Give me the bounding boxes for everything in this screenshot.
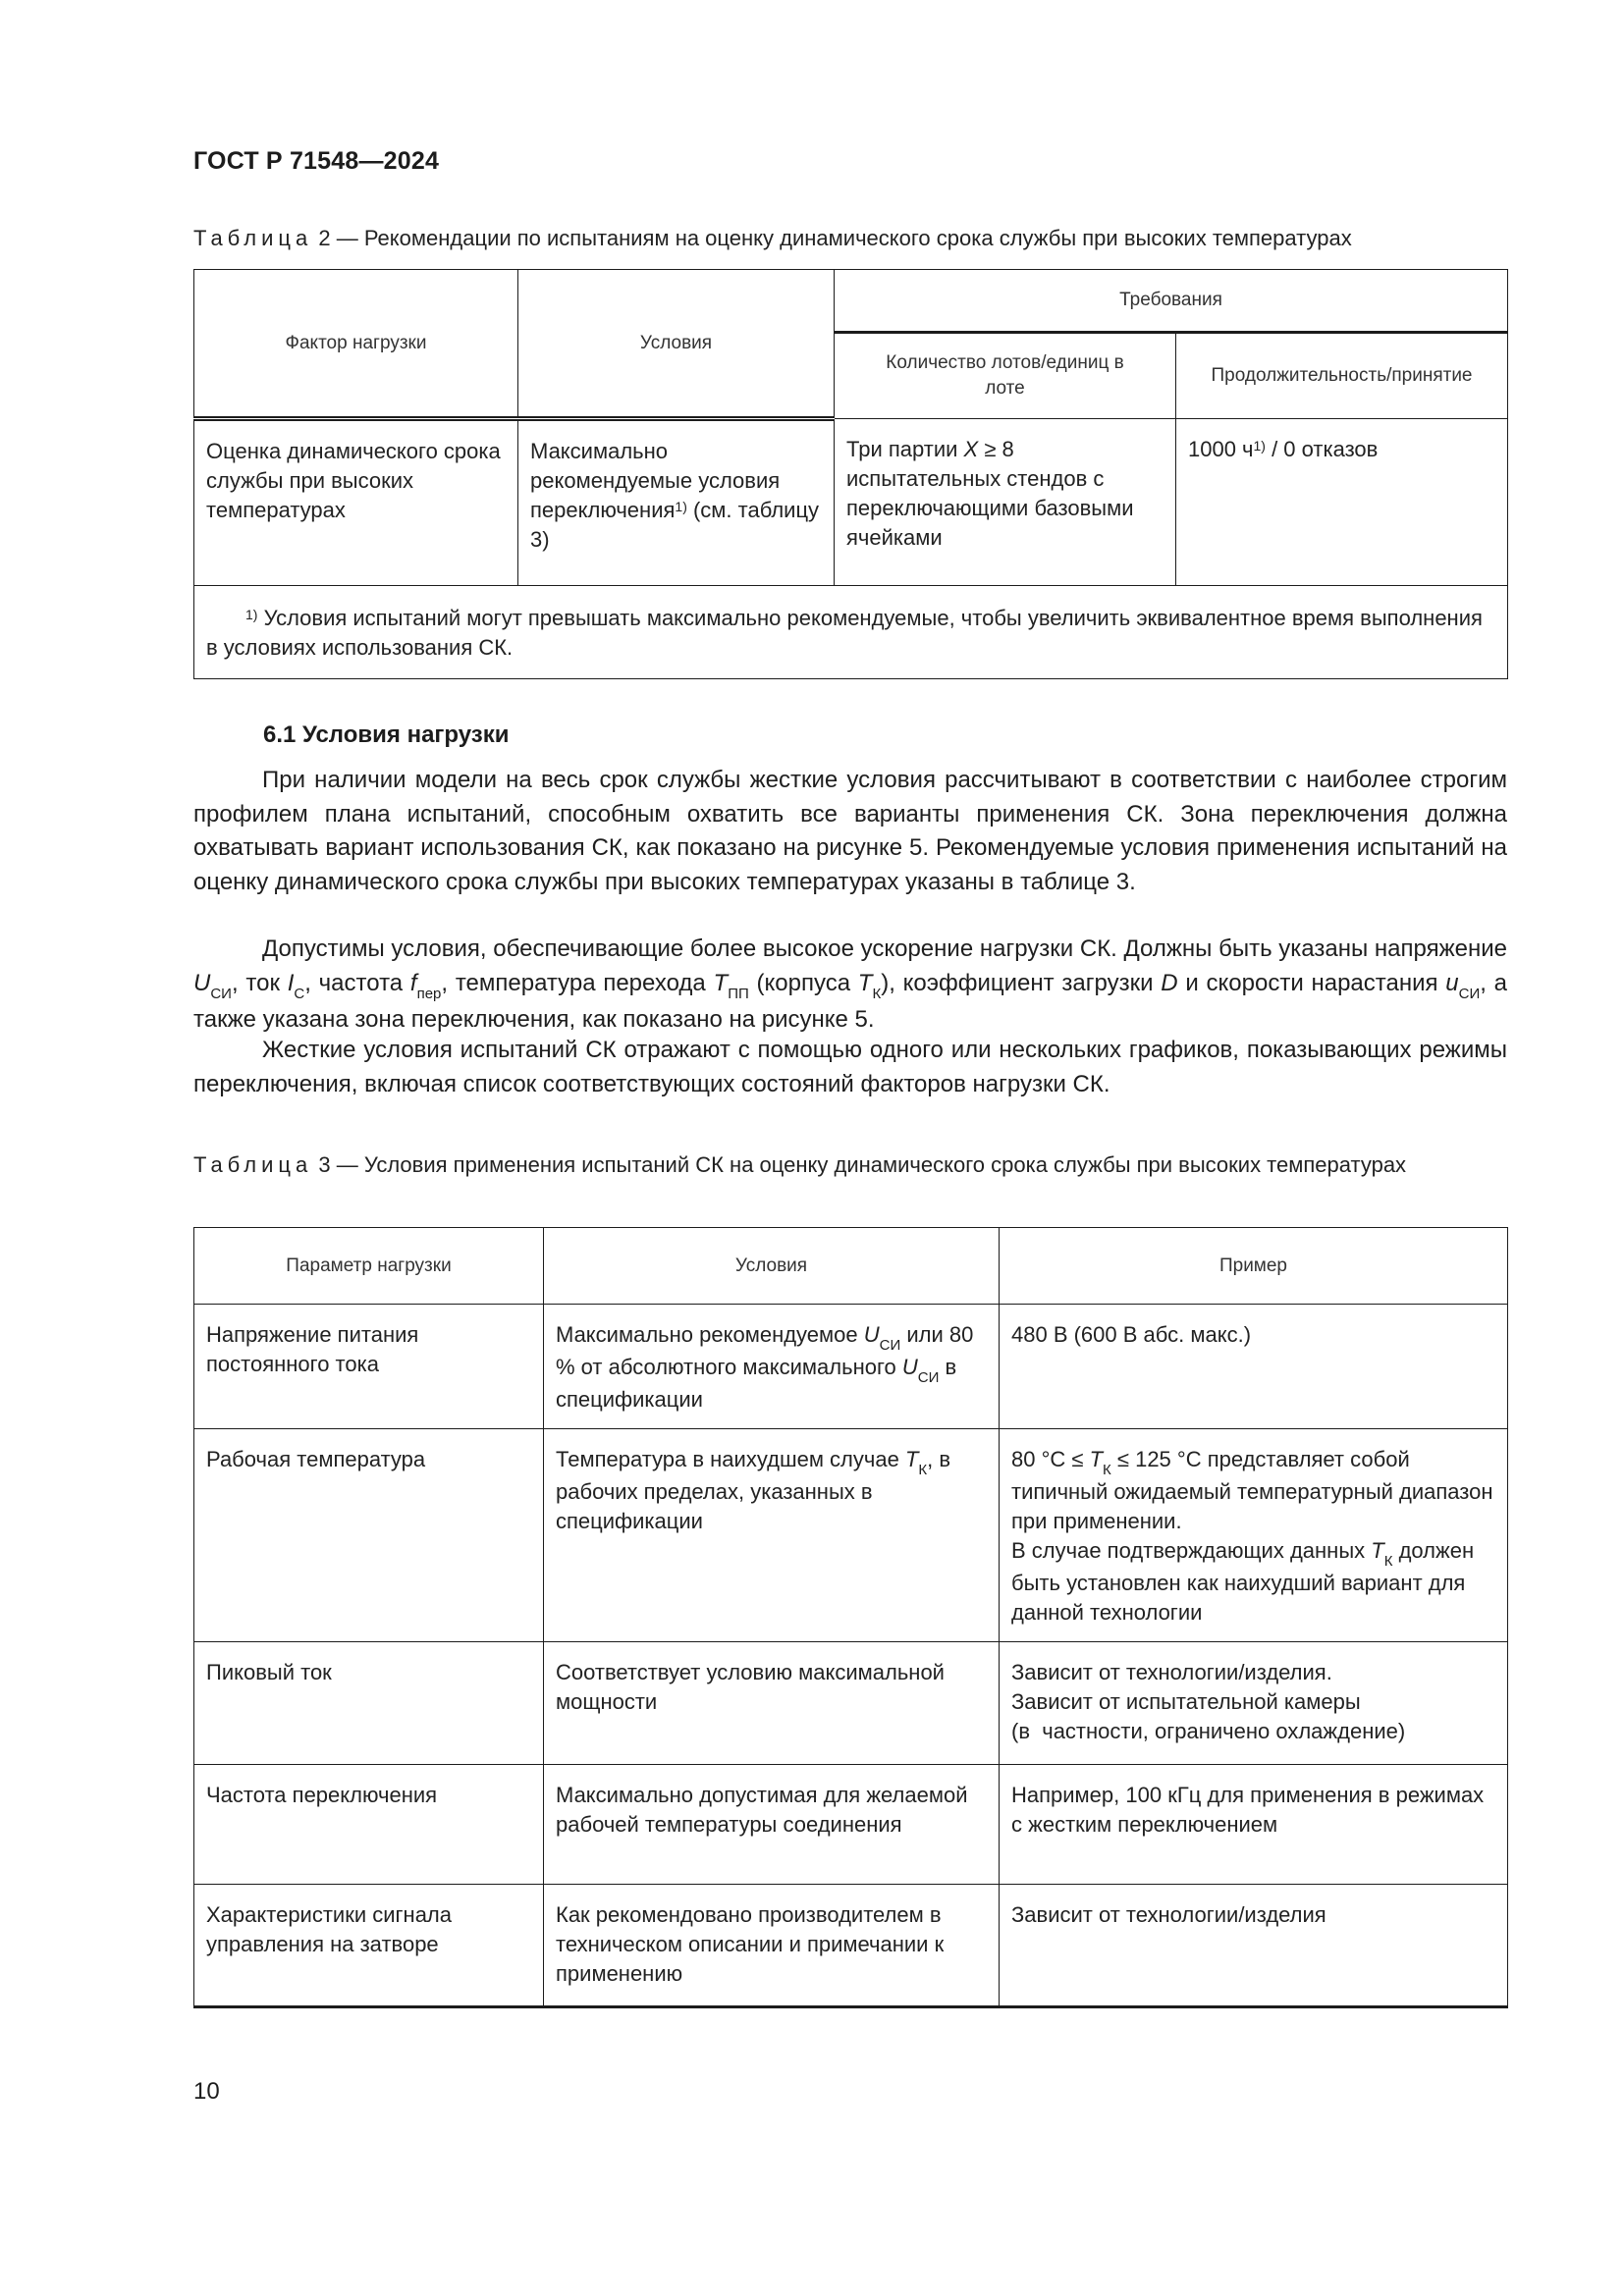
table3-cell-param: Напряжение питания постоянного тока: [194, 1305, 544, 1429]
table2-caption-text: 2 — Рекомендации по испытаниям на оценку динамического срока службы при высоких температурах: [312, 226, 1352, 250]
table3-cell-example: Например, 100 кГц для применения в режимах с жестким переключением: [1000, 1765, 1508, 1885]
table2-header-conditions: Условия: [518, 270, 835, 419]
table-row: [194, 1642, 1508, 1765]
table3-caption-text: 3 — Условия применения испытаний СК на оценку динамического срока службы при высоких температурах: [312, 1152, 1407, 1177]
table2-caption: [193, 224, 1514, 253]
table3-cell-param: Характеристики сигнала управления на затворе: [194, 1885, 544, 2007]
table2-header-requirements: Требования: [835, 270, 1508, 333]
table2-cell-factor: Оценка динамического срока службы при высоких температурах: [194, 419, 518, 586]
table3-cell-param: Рабочая температура: [194, 1429, 544, 1642]
table2-cell-conditions: Максимально рекомендуемые условия переключения$^{1)}$ (см. таблицу 3): [518, 419, 835, 586]
table-row: [194, 1429, 1508, 1642]
table3-cell-conditions: Как рекомендовано производителем в техническом описании и примечании к применению: [544, 1885, 1000, 2007]
page-number: 10: [193, 2078, 220, 2105]
table2-header-factor: Фактор нагрузки: [194, 270, 518, 419]
table3-cell-conditions: Максимально рекомендуемое $U_{СИ}$ или 80 % от абсолютного максимального $U_{СИ}$ в спецификации: [544, 1305, 1000, 1429]
table2: [193, 269, 1508, 679]
table-row: [194, 1885, 1508, 2007]
paragraph-3: Жесткие условия испытаний СК отражают с помощью одного или нескольких графиков, показывающих режимы переключения, включая список соответствующих состояний факторов нагрузки СК.: [193, 1037, 1507, 1097]
table3-cell-conditions: Максимально допустимая для желаемой рабочей температуры соединения: [544, 1765, 1000, 1885]
table-row: [194, 1305, 1508, 1429]
paragraph-2: Допустимы условия, обеспечивающие более высокое ускорение нагрузки СК. Должны быть указаны напряжение $U_{СИ}$, ток $I_С$, частота $f_{пер}$, температура перехода $T_{ПП}$ (корпуса $T_К$), коэффициент загрузки D и скорости нарастания $u_{СИ}$, а также указана зона переключения, как показано на рисунке 5.: [193, 935, 1508, 1033]
table3-cell-param: Частота переключения: [194, 1765, 544, 1885]
table3-cell-example: 480 В (600 В абс. макс.): [1000, 1305, 1508, 1429]
table3-cell-conditions: Температура в наихудшем случае $T_К$, в рабочих пределах, указанных в спецификации: [544, 1429, 1000, 1642]
table3-cell-example: 80 $^\circ C \le T_К \le 125$ °C представляет собой типичный ожидаемый температурный диапазон при применении. В случае подтверждающих данных $T_К$ должен быть установлен как наихудший вариант для данной технологии: [1000, 1429, 1508, 1642]
table3-cell-param: Пиковый ток: [194, 1642, 544, 1765]
table2-header-duration: Продолжительность/принятие: [1176, 333, 1508, 419]
table3-cell-example: Зависит от технологии/изделия. Зависит от испытательной камеры (в частности, ограничено охлаждение): [1000, 1642, 1508, 1765]
table3-caption-word: Таблица: [193, 1152, 313, 1177]
table3: [193, 1227, 1508, 2008]
table3-header-param: Параметр нагрузки: [194, 1228, 544, 1305]
table3-cell-example: Зависит от технологии/изделия: [1000, 1885, 1508, 2007]
table2-cell-lots: Три партии X ≥ 8 испытательных стендов с переключающими базовыми ячейками: [835, 419, 1176, 586]
table-row: [194, 1765, 1508, 1885]
table3-header-example: Пример: [1000, 1228, 1508, 1305]
table2-footnote: $^{1)}$ Условия испытаний могут превышать максимально рекомендуемые, чтобы увеличить эквивалентное время выполнения в условиях использования СК.: [194, 586, 1508, 679]
document-id: ГОСТ Р 71548—2024: [193, 147, 440, 175]
table3-header-conditions: Условия: [544, 1228, 1000, 1305]
section-title: 6.1 Условия нагрузки: [263, 721, 510, 748]
table2-header-lots: Количество лотов/единиц в лоте: [835, 333, 1176, 419]
table2-cell-duration: 1000 $ч^{1)} / 0$ отказов: [1176, 419, 1508, 586]
table2-caption-word: Таблица: [193, 226, 313, 250]
table3-cell-conditions: Соответствует условию максимальной мощности: [544, 1642, 1000, 1765]
table3-caption: [193, 1150, 1507, 1180]
table-row: [194, 419, 1508, 586]
paragraph-1: При наличии модели на весь срок службы жесткие условия рассчитывают в соответствии с наиболее строгим профилем плана испытаний, способным охватить все варианты применения СК. Зона переключения должна охватывать вариант использования СК, как показано на рисунке 5. Рекомендуемые условия применения испытаний на оценку динамического срока службы при высоких температурах указаны в таблице 3.: [193, 767, 1507, 895]
